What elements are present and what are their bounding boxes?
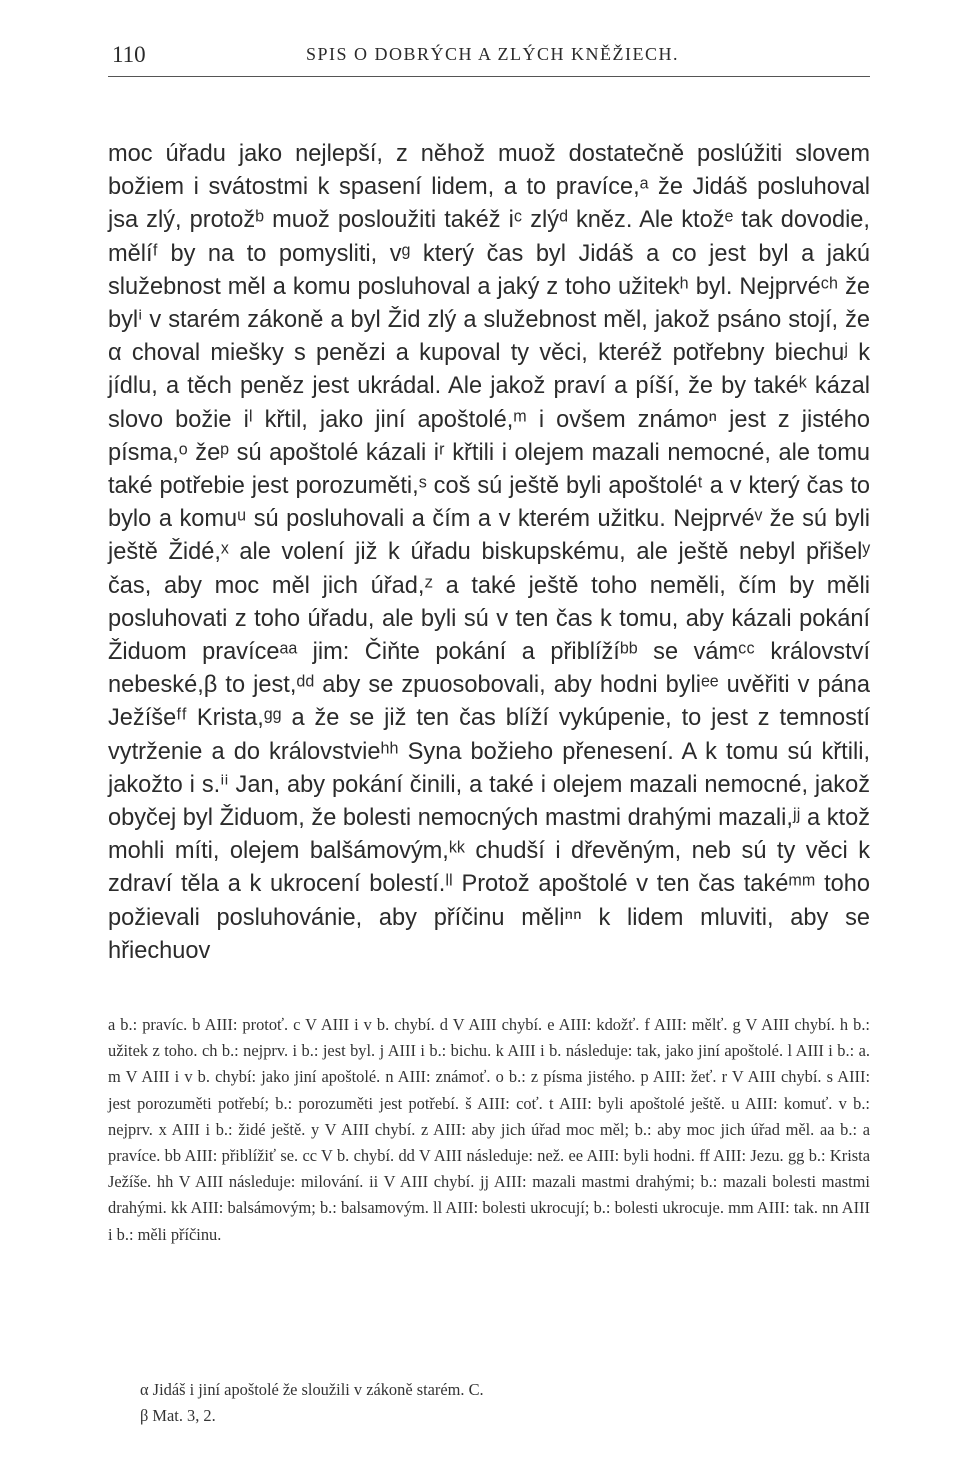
page-header [108,42,870,74]
source-footnotes [140,1377,870,1429]
main-paragraph: moc úřadu jako nejlepší, z něhož muož dostatečně poslúžiti slovem božiem i svátostmi k spasení lidem, a to pravíce,ᵃ že Jidáš posluhoval jsa zlý, protožᵇ muož posloužiti takéž iᶜ zlýᵈ kněz. Ale ktožᵉ tak dovodie, mělíᶠ by na to pomysliti, vᵍ který čas byl Jidáš a co jest byl a jakú služebnost měl a komu posluhoval a jaký z toho užitekʰ byl. Nejprvéᶜʰ že bylⁱ v starém zákoně a byl Žid zlý a služebnost měl, jakož psáno stojí, že α choval miešky s penězi a kupoval ty věci, kteréž potřebny biechuʲ k jídlu, a těch peněz jest ukrádal. Ale jakož praví a píší, že by takéᵏ kázal slovo božie iˡ křtil, jako jiní apoštolé,ᵐ i ovšem známoⁿ jest z jistého písma,ᵒ žeᵖ sú apoštolé kázali iʳ křtili i olejem mazali nemocné, ale tomu také potřebie jest porozuměti,ˢ coš sú ještě byli apoštoléᵗ a v který čas to bylo a komuᵘ sú posluhovali a čím a v kterém užitku. Nejprvéᵛ že sú byli ještě Židé,ˣ ale volení již k úřadu biskupskému, ale ještě nebyl přišelʸ čas, aby moc měl jich úřad,ᶻ a také ještě toho neměli, čím by měli posluhovati z toho úřadu, ale byli sú v ten čas k tomu, aby kázali pokání Židuom pravíceᵃᵃ jim: Čiňte pokání a přiblížíᵇᵇ se vámᶜᶜ království nebeské,β to jest,ᵈᵈ aby se zpuosobovali, aby hodni byliᵉᵉ uvěřiti v pána Ježíšeᶠᶠ Krista,ᵍᵍ a že se již ten čas blíží vykúpenie, to jest z temností vytrženie a do královstvieʰʰ Syna božieho přenesení. A k tomu sú křtili, jakožto i s.ⁱⁱ Jan, aby pokání činili, a také i olejem mazali nemocné, jakož obyčej byl Židuom, že bolesti nemocných mastmi drahými mazali,ʲʲ a ktož mohli míti, olejem balšámovým,ᵏᵏ chudší i dřevěným, neb sú ty věci k zdraví těla a k ukrocení bolestí.ˡˡ Protož apoštolé v ten čas takéᵐᵐ toho požievali posluhovánie, aby příčinu měliⁿⁿ k lidem mluviti, aby se hřiechuov [108,141,870,964]
source-note-alpha: α Jidáš i jiní apoštolé že sloužili v zákoně starém. C. [140,1380,484,1399]
running-title: SPIS O DOBRÝCH A ZLÝCH KNĚŽIECH. [306,44,680,64]
variant-footnotes [108,1012,870,1248]
main-text-block [108,138,870,968]
page-number: 110 [112,42,146,67]
header-rule [108,76,870,77]
source-note-beta: β Mat. 3, 2. [140,1406,216,1425]
variant-notes-text: a b.: pravíc. b AIII: protoť. c V AIII i v b. chybí. d V AIII chybí. e AIII: kdožť. f AIII: mělť. g V AIII chybí. h b.: užitek z toho. ch b.: nejprv. i b.: jest byl. j AIII i b.: bichu. k AIII i b. následuje: tak, jako jiní apoštolé. l AIII i b.: a. m V AIII i v b. chybí: jako jiní apoštolé. n AIII: známoť. o b.: z písma jistého. p AIII: žeť. r V AIII chybí. s AIII: jest porozuměti potřebí; b.: porozuměti jest potřebí. š AIII: coť. t AIII: byli apoštolé ještě. u AIII: komuť. v b.: nejprv. x AIII i b.: židé ještě. y V AIII chybí. z AIII: aby jich úřad moc měl; b.: aby moc jich úřad měl. aa b.: a pravíce. bb AIII: přiblížiť se. cc V b. chybí. dd V AIII následuje: než. ee AIII: byli hodni. ff AIII: Jezu. gg b.: Krista Ježíše. hh V AIII následuje: milování. ii V AIII chybí. jj AIII: mazali mastmi drahými; b.: mazali bolesti mastmi drahými. kk AIII: balsámovým; b.: balsamovým. ll AIII: bolesti ukrocují; b.: bolesti ukrocuje. mm AIII: tak. nn AIII i b.: měli příčinu. [108,1015,870,1244]
